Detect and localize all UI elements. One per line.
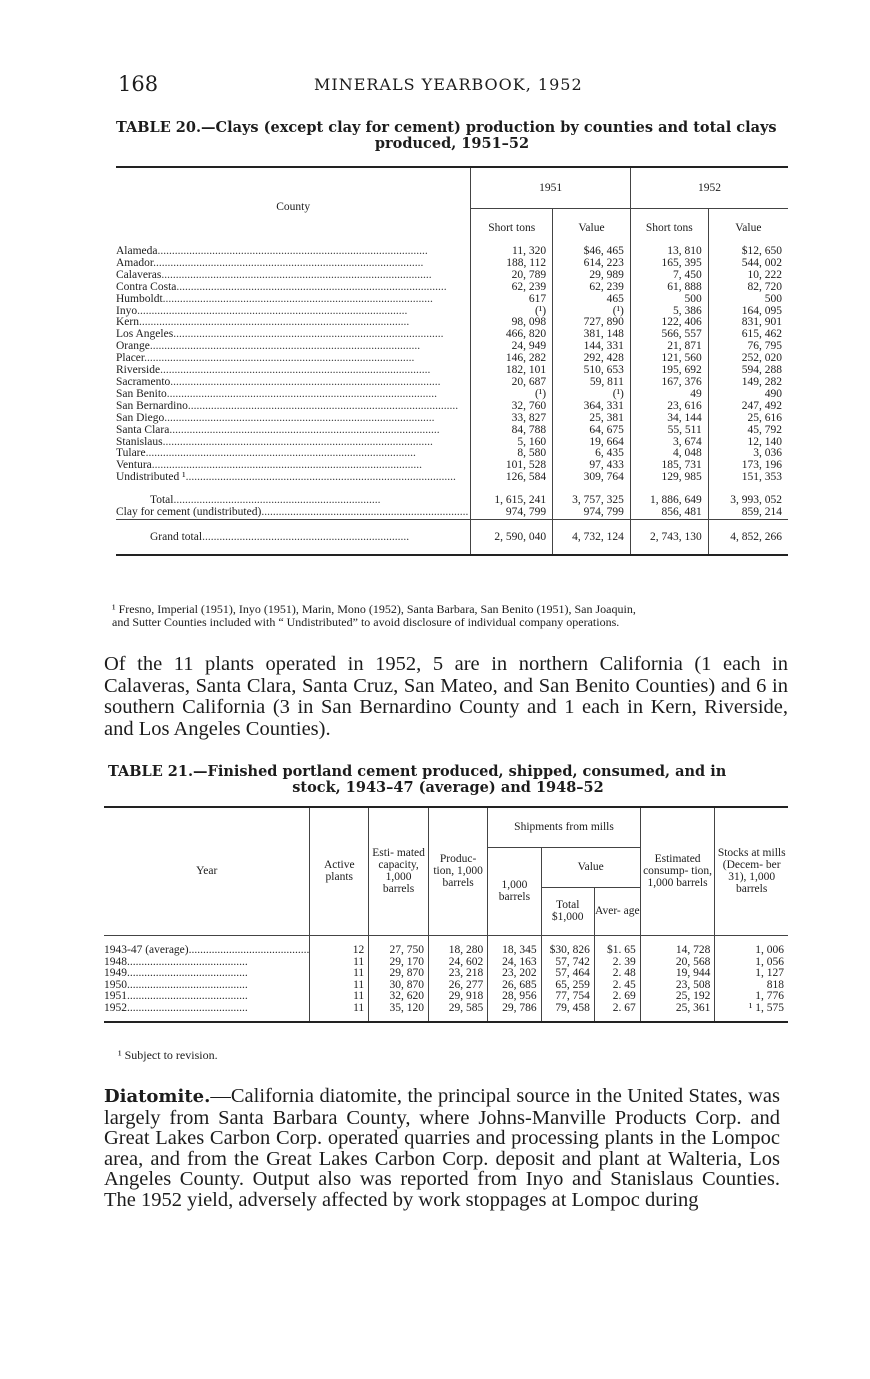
cell-shipped: 24, 163 [488,957,541,969]
col-active-plants: Active plants [310,807,369,935]
county-name: Orange.............................................................................................. [116,341,421,353]
cell-t52: 13, 810 [630,246,708,258]
total-t51: 1, 615, 241 [471,493,553,506]
table21-caption-line2: stock, 1943–47 (average) and 1948–52 [292,778,604,796]
cell-t51: 32, 760 [471,401,553,413]
county-name: Ventura.............................................................................................. [116,460,423,472]
clay-cement-label: Clay for cement (undistributed)........................................................................ [116,506,469,519]
cell-v52: 45, 792 [708,425,788,437]
cell-stocks: ¹ 1, 575 [715,1003,788,1015]
table21 [104,806,788,1023]
cell-t51: (¹) [471,306,553,318]
cell-t52: 566, 557 [630,329,708,341]
col-year: Year [196,865,218,878]
cell-v52: 247, 492 [708,401,788,413]
table21-footnote: ¹ Subject to revision. [118,1048,218,1062]
cell-v51: 381, 148 [553,329,631,341]
cell-production: 18, 280 [428,945,487,957]
page-header [118,72,788,96]
county-name: Sacramento.............................................................................................. [116,376,441,388]
county-name: Riverside.............................................................................................. [116,365,431,377]
table-row [116,401,788,413]
paragraph-diatomite [104,1086,780,1210]
cell-t51: 182, 101 [471,365,553,377]
col-shipments: Shipments from mills [488,807,640,847]
col-total: Total $1,000 [541,887,594,935]
cell-average: 2. 45 [594,980,640,992]
cell-t51: 11, 320 [471,246,553,258]
cell-production: 24, 602 [428,957,487,969]
cell-v52: 164, 095 [708,306,788,318]
table-row [116,282,788,294]
cell-v51: 510, 653 [553,365,631,377]
cell-plants: 11 [310,1003,369,1015]
cell-capacity: 29, 170 [369,957,429,969]
cell-v52: 544, 002 [708,258,788,270]
cell-v52: 831, 901 [708,317,788,329]
cell-t52: 21, 871 [630,341,708,353]
cell-v52: 12, 140 [708,437,788,449]
cell-t52: 3, 674 [630,437,708,449]
cell-v51: 25, 381 [553,413,631,425]
cell-t52: 165, 395 [630,258,708,270]
cell-v52: 252, 020 [708,353,788,365]
table-row [116,472,788,484]
cell-v52: 594, 288 [708,365,788,377]
table20-footnote-line2: and Sutter Counties included with “ Undistributed” to avoid disclosure of individual company operations. [112,614,620,629]
county-name: San Benito.............................................................................................. [116,388,438,400]
cell-t51: 5, 160 [471,437,553,449]
cell-average: 2. 69 [594,991,640,1003]
table21-caption [108,764,788,795]
cell-capacity: 32, 620 [369,991,429,1003]
cell-v51: 465 [553,294,631,306]
cell-t52: 121, 560 [630,353,708,365]
cell-v52: 151, 353 [708,472,788,484]
clay-cement-t52: 856, 481 [630,506,708,519]
cell-t51: 146, 282 [471,353,553,365]
table20-caption-line2: produced, 1951–52 [374,134,530,152]
cell-v52: 82, 720 [708,282,788,294]
diatomite-heading: Diatomite. [104,1086,211,1107]
cell-v52: 173, 196 [708,460,788,472]
cell-total: 57, 464 [541,968,594,980]
cell-v51: 62, 239 [553,282,631,294]
cell-t52: 167, 376 [630,377,708,389]
county-name: Humboldt.............................................................................................. [116,293,433,305]
table20-caption [116,120,788,151]
cell-v52: 500 [708,294,788,306]
cell-v52: 76, 795 [708,341,788,353]
grand-total-t52: 2, 743, 130 [630,519,708,555]
cell-v52: 25, 616 [708,413,788,425]
cell-t51: 98, 098 [471,317,553,329]
cell-v51: 614, 223 [553,258,631,270]
cell-v51: 29, 989 [553,270,631,282]
total-v52: 3, 993, 052 [708,493,788,506]
table-row [116,270,788,282]
year-label: 1952.......................................... [104,1002,248,1014]
cell-consumption: 25, 361 [640,1003,715,1015]
cell-v51: 19, 664 [553,437,631,449]
cell-v51: $46, 465 [553,246,631,258]
table-row [116,425,788,437]
cell-t52: 500 [630,294,708,306]
cell-plants: 11 [310,980,369,992]
cell-t51: 188, 112 [471,258,553,270]
cell-t52: 5, 386 [630,306,708,318]
cell-capacity: 30, 870 [369,980,429,992]
county-name: Amador.............................................................................................. [116,257,424,269]
cell-stocks: 818 [715,980,788,992]
clay-cement-t51: 974, 799 [471,506,553,519]
county-name: Calaveras.............................................................................................. [116,269,432,281]
col-value-1951: Value [553,209,631,247]
cell-capacity: 27, 750 [369,945,429,957]
col-value: Value [541,847,640,887]
table-row [104,945,788,957]
cell-total: 65, 259 [541,980,594,992]
cell-v52: 10, 222 [708,270,788,282]
table-row [116,294,788,306]
cell-v51: 64, 675 [553,425,631,437]
col-year-1951: 1951 [471,167,631,209]
cell-t52: 55, 511 [630,425,708,437]
grand-total-label: Grand total........................................................................ [116,519,471,555]
cell-t52: 34, 144 [630,413,708,425]
cell-t52: 23, 616 [630,401,708,413]
cell-capacity: 29, 870 [369,968,429,980]
cell-average: $1. 65 [594,945,640,957]
cell-t52: 129, 985 [630,472,708,484]
col-year-1952: 1952 [630,167,788,209]
county-name: Placer.............................................................................................. [116,353,415,365]
cell-t52: 122, 406 [630,317,708,329]
cell-production: 29, 585 [428,1003,487,1015]
county-name: Tulare.............................................................................................. [116,448,416,460]
year-label: 1948.......................................... [104,956,248,968]
county-name: Santa Clara.............................................................................................. [116,424,440,436]
year-label: 1951.......................................... [104,991,248,1002]
total-t52: 1, 886, 649 [630,493,708,506]
cell-t51: 8, 580 [471,448,553,460]
county-name: Alameda.............................................................................................. [116,246,428,257]
cell-v51: 292, 428 [553,353,631,365]
cell-v51: 144, 331 [553,341,631,353]
cell-plants: 11 [310,991,369,1003]
col-short-tons-1952: Short tons [630,209,708,247]
table20-caption-line1: TABLE 20.—Clays (except clay for cement) production by counties and total clays [116,119,777,136]
county-name: Undistributed ¹.............................................................................................. [116,472,456,484]
table-row [104,968,788,980]
cell-t52: 4, 048 [630,448,708,460]
cell-t51: 466, 820 [471,329,553,341]
table-row [116,377,788,389]
cell-t51: 62, 239 [471,282,553,294]
page-number: 168 [118,72,159,96]
cell-stocks: 1, 776 [715,991,788,1003]
clay-cement-v52: 859, 214 [708,506,788,519]
table-row [104,991,788,1003]
col-capacity: Esti- mated capacity, 1,000 barrels [369,807,429,935]
table20-footnote-line1: ¹ Fresno, Imperial (1951), Inyo (1951), Marin, Mono (1952), Santa Barbara, San Benito (1951), San Joaquin, [112,602,636,616]
cell-t51: 20, 789 [471,270,553,282]
cell-t52: 61, 888 [630,282,708,294]
cell-stocks: 1, 127 [715,968,788,980]
county-name: San Bernardino.............................................................................................. [116,400,459,412]
cell-t52: 7, 450 [630,270,708,282]
table-row [104,1003,788,1015]
cell-t51: 84, 788 [471,425,553,437]
cell-consumption: 19, 944 [640,968,715,980]
cell-shipped: 28, 956 [488,991,541,1003]
grand-total-t51: 2, 590, 040 [471,519,553,555]
total-v51: 3, 757, 325 [553,493,631,506]
cell-plants: 12 [310,945,369,957]
cell-t52: 49 [630,389,708,401]
table20-footnote [112,603,788,628]
year-label: 1943-47 (average).......................................... [104,945,310,956]
cell-t51: 617 [471,294,553,306]
table-row [116,389,788,401]
county-name: Contra Costa.............................................................................................. [116,281,447,293]
col-county: County [276,201,311,213]
cell-v51: 97, 433 [553,460,631,472]
col-short-tons-1951: Short tons [471,209,553,247]
cell-total: $30, 826 [541,945,594,957]
clay-cement-v51: 974, 799 [553,506,631,519]
cell-t52: 185, 731 [630,460,708,472]
cell-t52: 195, 692 [630,365,708,377]
table-row [116,413,788,425]
col-stocks: Stocks at mills (Decem- ber 31), 1,000 barrels [715,807,788,935]
col-value-1952: Value [708,209,788,247]
grand-total-v51: 4, 732, 124 [553,519,631,555]
grand-total-v52: 4, 852, 266 [708,519,788,555]
cell-t51: 33, 827 [471,413,553,425]
year-label: 1949.......................................... [104,968,248,979]
cell-v51: 727, 890 [553,317,631,329]
cell-shipped: 18, 345 [488,945,541,957]
table20 [116,166,788,556]
county-name: Inyo.............................................................................................. [116,305,408,317]
cell-average: 2. 48 [594,968,640,980]
total-label: Total........................................................................ [150,493,381,506]
cell-v52: 3, 036 [708,448,788,460]
running-title: MINERALS YEARBOOK, 1952 [314,75,583,94]
county-name: Kern.............................................................................................. [116,317,410,329]
cell-plants: 11 [310,968,369,980]
diatomite-text: —California diatomite, the principal source in the United States, was largely from Santa Barbara County, where Johns-Manville Products Corp. and Great Lakes Carbon Corp. operated quarries and processing plants in the Lompoc area, and from the Great Lakes Carbon Corp. deposit and plant at Walteria, Los Angeles County. Output also was reported from Inyo and Stanislaus Counties. The 1952 yield, adversely affected by work stoppages at Lompoc during [104,1085,780,1211]
cell-production: 26, 277 [428,980,487,992]
cell-capacity: 35, 120 [369,1003,429,1015]
cell-consumption: 14, 728 [640,945,715,957]
cell-t51: 20, 687 [471,377,553,389]
cell-total: 57, 742 [541,957,594,969]
cell-v51: 59, 811 [553,377,631,389]
cell-v52: 615, 462 [708,329,788,341]
cell-consumption: 20, 568 [640,957,715,969]
cell-v52: $12, 650 [708,246,788,258]
cell-t51: 24, 949 [471,341,553,353]
cell-consumption: 25, 192 [640,991,715,1003]
cell-production: 29, 918 [428,991,487,1003]
cell-t51: (¹) [471,389,553,401]
cell-t51: 126, 584 [471,472,553,484]
cell-total: 79, 458 [541,1003,594,1015]
cell-v52: 149, 282 [708,377,788,389]
cell-average: 2. 67 [594,1003,640,1015]
cell-v52: 490 [708,389,788,401]
cell-plants: 11 [310,957,369,969]
cell-v51: (¹) [553,389,631,401]
cell-v51: 364, 331 [553,401,631,413]
cell-t51: 101, 528 [471,460,553,472]
col-shipped-barrels: 1,000 barrels [488,847,541,935]
cell-average: 2. 39 [594,957,640,969]
cell-shipped: 23, 202 [488,968,541,980]
table21-caption-line1: TABLE 21.—Finished portland cement produced, shipped, consumed, and in [108,763,727,780]
col-average: Aver- age [594,887,640,935]
cell-v51: (¹) [553,306,631,318]
cell-v51: 6, 435 [553,448,631,460]
year-label: 1950.......................................... [104,979,248,991]
cell-stocks: 1, 006 [715,945,788,957]
cell-shipped: 26, 685 [488,980,541,992]
county-name: Los Angeles.............................................................................................. [116,329,444,341]
cell-shipped: 29, 786 [488,1003,541,1015]
cell-consumption: 23, 508 [640,980,715,992]
col-consumption: Estimated consump- tion, 1,000 barrels [640,807,715,935]
col-production: Produc- tion, 1,000 barrels [428,807,487,935]
cell-total: 77, 754 [541,991,594,1003]
county-name: San Diego.............................................................................................. [116,412,435,424]
paragraph-plants: Of the 11 plants operated in 1952, 5 are in northern California (1 each in Calaveras, Santa Clara, Santa Cruz, San Mateo, and San Benito Counties) and 6 in southern California (3 in San Bernardino County and 1 each in Kern, Riverside, and Los Angeles Counties). [104,653,788,740]
cell-v51: 309, 764 [553,472,631,484]
county-name: Stanislaus.............................................................................................. [116,436,433,448]
cell-production: 23, 218 [428,968,487,980]
cell-stocks: 1, 056 [715,957,788,969]
